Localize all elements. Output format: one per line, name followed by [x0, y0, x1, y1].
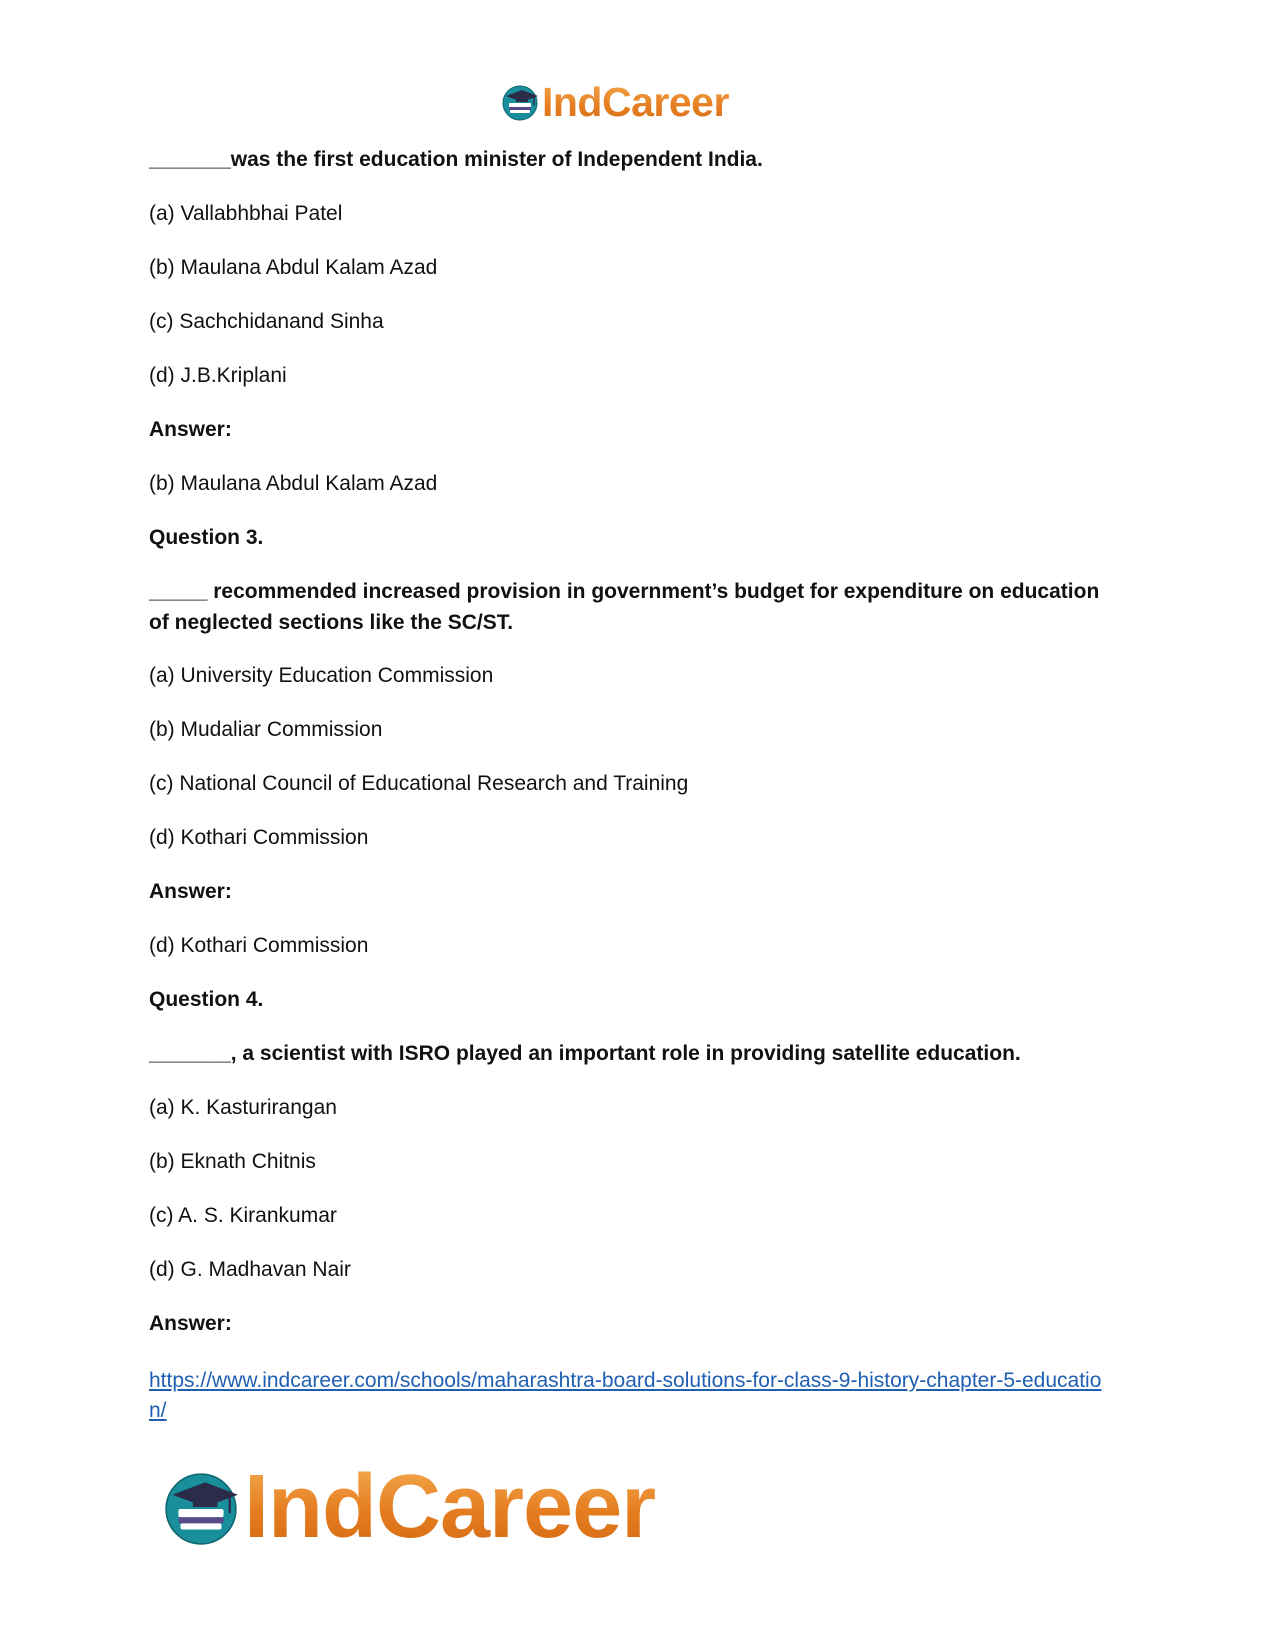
q3-option-a: (a) University Education Commission — [149, 664, 494, 687]
q3-heading: Question 3. — [149, 526, 264, 549]
q4-answer-label: Answer: — [149, 1312, 232, 1335]
q2-option-d: (d) J.B.Kriplani — [149, 364, 287, 387]
q4-option-c: (c) A. S. Kirankumar — [149, 1204, 337, 1227]
q3-answer: (d) Kothari Commission — [149, 934, 369, 957]
q3-answer-label: Answer: — [149, 880, 232, 903]
q4-prompt: _______, a scientist with ISRO played an important role in providing satellite education. — [149, 1042, 1021, 1065]
q4-heading: Question 4. — [149, 988, 264, 1011]
q3-option-b: (b) Mudaliar Commission — [149, 718, 383, 741]
q2-answer: (b) Maulana Abdul Kalam Azad — [149, 472, 438, 495]
q4-option-a: (a) K. Kasturirangan — [149, 1096, 337, 1119]
q2-option-b: (b) Maulana Abdul Kalam Azad — [149, 256, 438, 279]
brand-wordmark: IndCareer — [244, 1457, 656, 1557]
q4-option-d: (d) G. Madhavan Nair — [149, 1258, 351, 1281]
source-link[interactable]: https://www.indcareer.com/schools/maharashtra-board-solutions-for-class-9-history-chapter-5-education/ — [149, 1369, 1102, 1422]
q2-option-a: (a) Vallabhbhai Patel — [149, 202, 343, 225]
q2-prompt: _______was the first education minister of Independent India. — [149, 148, 763, 171]
header-logo — [500, 78, 729, 126]
q3-option-c: (c) National Council of Educational Research and Training — [149, 772, 689, 795]
q2-answer-label: Answer: — [149, 418, 232, 441]
q4-option-b: (b) Eknath Chitnis — [149, 1150, 316, 1173]
graduation-book-icon — [160, 1466, 242, 1548]
footer-logo — [160, 1457, 656, 1557]
q2-option-c: (c) Sachchidanand Sinha — [149, 310, 384, 333]
q3-option-d: (d) Kothari Commission — [149, 826, 369, 849]
q3-prompt: _____ recommended increased provision in government’s budget for expenditure on education of neglected sections like the SC/ST. — [149, 580, 1100, 634]
brand-wordmark: IndCareer — [542, 78, 729, 125]
graduation-book-icon — [500, 82, 540, 122]
